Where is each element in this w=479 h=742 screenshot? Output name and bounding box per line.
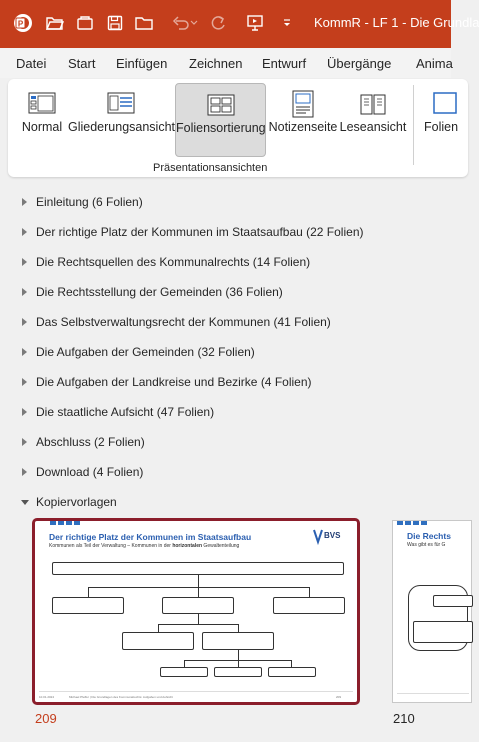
chart-box <box>52 597 124 614</box>
section-title: Download (4 Folien) <box>36 465 144 479</box>
chart-line <box>88 587 89 597</box>
slide-footer-text: Michael Pfeffer | Die Grundlagen des Kommunalrechts: Aufgaben und Aufsicht <box>69 695 173 699</box>
customize-toolbar-icon[interactable] <box>276 12 298 34</box>
ribbon-group-label: Präsentationsansichten <box>153 162 268 174</box>
slide-deco <box>50 521 56 525</box>
chart-line <box>291 660 292 667</box>
notes-page-button[interactable] <box>268 83 338 157</box>
slide-footer-divider <box>397 693 469 694</box>
slide-footer-page: 209 <box>336 695 342 699</box>
notes-page-label: Notizenseite <box>268 120 338 134</box>
section-title: Das Selbstverwaltungsrecht der Kommunen (41 Folien) <box>36 315 331 329</box>
tab-einfuegen[interactable]: Einfügen <box>116 56 168 71</box>
collapse-icon[interactable] <box>21 500 29 505</box>
chart-box <box>268 667 316 677</box>
section-title: Die Aufgaben der Gemeinden (32 Folien) <box>36 345 255 359</box>
powerpoint-logo-icon <box>12 12 34 34</box>
slide-title: Die Rechts <box>407 531 451 541</box>
expand-icon[interactable] <box>22 258 27 266</box>
undo-dropdown-icon[interactable] <box>188 12 200 34</box>
slide-deco <box>58 521 64 525</box>
slide-master-label: Folien <box>424 120 459 134</box>
slide-subtitle: Was gibt es für G <box>407 542 446 548</box>
section-title: Die Aufgaben der Landkreise und Bezirke (4 Folien) <box>36 375 312 389</box>
ribbon-panel <box>8 79 468 177</box>
chart-box <box>52 562 344 575</box>
outline-view-button[interactable] <box>68 83 174 157</box>
chart-line <box>158 624 238 625</box>
slide-deco <box>405 521 411 525</box>
section-header[interactable] <box>0 343 451 363</box>
slide-master-button[interactable] <box>419 83 479 157</box>
chart-line <box>238 650 239 660</box>
chart-line <box>198 587 199 597</box>
chart-line <box>238 624 239 632</box>
section-header[interactable] <box>0 253 451 273</box>
expand-icon[interactable] <box>22 438 27 446</box>
diagram-box <box>433 595 473 607</box>
section-header[interactable] <box>0 373 451 393</box>
chart-line <box>309 587 310 597</box>
section-title: Abschluss (2 Folien) <box>36 435 145 449</box>
outline-view-icon <box>106 89 136 119</box>
outline-view-label: Gliederungsansicht <box>68 120 176 134</box>
tab-datei[interactable]: Datei <box>16 56 47 71</box>
section-header[interactable] <box>0 223 451 243</box>
chart-line <box>184 660 185 667</box>
reading-view-button[interactable] <box>339 83 407 157</box>
expand-icon[interactable] <box>22 468 27 476</box>
section-title: Der richtige Platz der Kommunen im Staatsaufbau (22 Folien) <box>36 225 364 239</box>
slide-master-icon <box>430 89 460 119</box>
tab-animationen[interactable]: Anima <box>416 56 453 71</box>
reading-view-icon <box>358 89 388 119</box>
expand-icon[interactable] <box>22 408 27 416</box>
section-header[interactable] <box>0 403 451 423</box>
slide-number: 209 <box>35 711 57 726</box>
redo-icon[interactable] <box>207 12 229 34</box>
section-title: Kopiervorlagen <box>36 495 117 509</box>
slide-footer-divider <box>39 691 353 692</box>
expand-icon[interactable] <box>22 198 27 206</box>
chart-box <box>162 597 234 614</box>
section-title: Einleitung (6 Folien) <box>36 195 143 209</box>
tab-entwurf[interactable]: Entwurf <box>262 56 307 71</box>
slide-deco <box>397 521 403 525</box>
bvs-logo <box>313 529 347 543</box>
slide-deco <box>74 521 80 525</box>
slide-footer-date: 10.01.2024 <box>39 695 55 699</box>
section-title: Die staatliche Aufsicht (47 Folien) <box>36 405 215 419</box>
open-folder-icon[interactable] <box>44 12 66 34</box>
tab-start[interactable]: Start <box>68 56 96 71</box>
chart-box <box>122 632 194 650</box>
chart-line <box>198 575 199 587</box>
window-title: KommR - LF 1 - Die Grundla <box>314 15 479 30</box>
chart-box <box>160 667 208 677</box>
chart-box <box>214 667 262 677</box>
ribbon-separator <box>413 85 414 165</box>
expand-icon[interactable] <box>22 228 27 236</box>
new-presentation-icon[interactable] <box>74 12 96 34</box>
present-from-start-icon[interactable] <box>244 12 266 34</box>
tab-uebergaenge[interactable]: Übergänge <box>327 56 392 71</box>
logo-text: BVS <box>324 531 341 540</box>
chart-line <box>238 660 239 667</box>
expand-icon[interactable] <box>22 318 27 326</box>
expand-icon[interactable] <box>22 378 27 386</box>
slide-title: Der richtige Platz der Kommunen im Staatsaufbau <box>49 532 252 542</box>
slide-sorter-label: Foliensortierung <box>176 121 266 135</box>
chart-line <box>158 624 159 632</box>
slide-thumbnail-210[interactable] <box>392 520 472 703</box>
slide-deco <box>421 521 427 525</box>
ribbon-tab-bar <box>0 48 451 78</box>
section-title: Die Rechtsstellung der Gemeinden (36 Folien) <box>36 285 283 299</box>
normal-view-label: Normal <box>21 120 63 134</box>
slide-sorter-button[interactable] <box>175 83 266 157</box>
section-title: Die Rechtsquellen des Kommunalrechts (14 Folien) <box>36 255 311 269</box>
chart-box <box>202 632 274 650</box>
slide-deco <box>66 521 72 525</box>
normal-view-button[interactable] <box>18 83 66 157</box>
expand-icon[interactable] <box>22 348 27 356</box>
title-bar <box>0 0 479 48</box>
slide-sorter-icon <box>206 90 236 120</box>
slide-number: 210 <box>393 711 415 726</box>
slide-deco <box>413 521 419 525</box>
section-header[interactable] <box>0 193 451 213</box>
normal-view-icon <box>27 89 57 119</box>
folder-icon[interactable] <box>133 12 155 34</box>
notes-page-icon <box>288 89 318 119</box>
section-header[interactable] <box>0 433 451 453</box>
save-icon[interactable] <box>104 12 126 34</box>
reading-view-label: Leseansicht <box>339 120 407 134</box>
slide-thumbnail-209[interactable] <box>32 518 360 705</box>
section-header[interactable] <box>0 283 451 303</box>
section-header[interactable] <box>0 493 451 513</box>
section-header[interactable] <box>0 313 451 333</box>
chart-box <box>273 597 345 614</box>
chart-line <box>198 614 199 624</box>
slide-subtitle: Kommunen als Teil der Verwaltung – Kommunen in der horizontalen Gewaltenteilung <box>49 543 240 549</box>
diagram-box <box>413 621 473 643</box>
tab-zeichnen[interactable]: Zeichnen <box>189 56 243 71</box>
section-header[interactable] <box>0 463 451 483</box>
expand-icon[interactable] <box>22 288 27 296</box>
svg-text:P: P <box>17 19 24 29</box>
